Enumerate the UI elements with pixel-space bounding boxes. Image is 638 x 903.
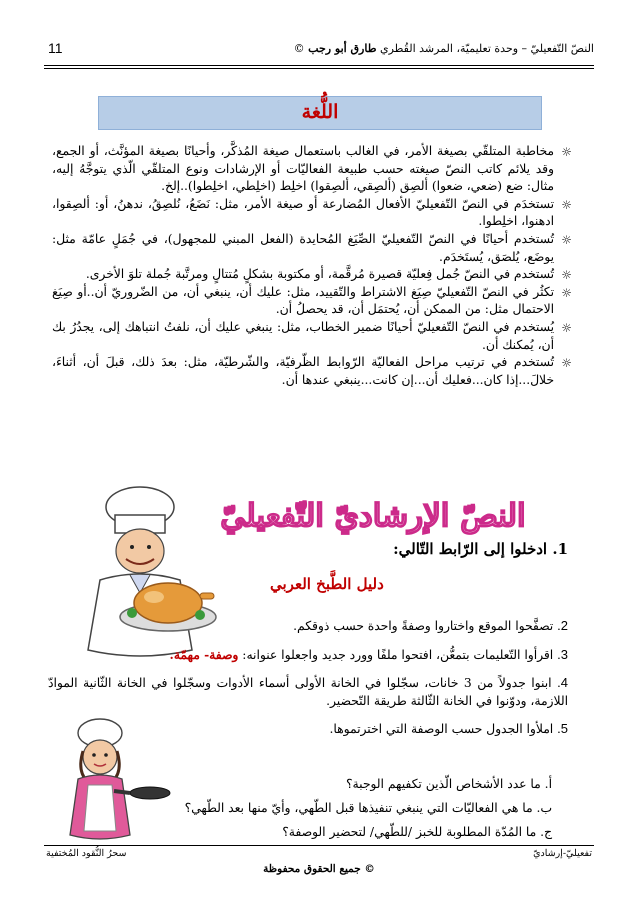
step-text: املأوا الجدول حسب الوصفة التي اخترتموها.: [329, 722, 554, 737]
bullet-text: مخاطبة المتلقّي بصيغة الأمر، في الغالب باستعمال صيغة المُذكَّر، وأحيانًا بصيغة المؤنَّث، أو الجمع، وقد يلائم كاتب النصّ صيغته حسب طبيعة الفعاليّات أو الإرشادات ونوع المتلقّي الّذي يتوجَّهُ إليه، مثال: ضع (ضعي، ضعوا) ألصِق (ألصِقي، ألصِقوا) اخلِط (اخلِطي، اخلِطوا)..إلخ.: [52, 144, 554, 194]
list-item: [48, 646, 568, 665]
header-text-plain: النصّ التّفعيليّ – وحدة تعليميّة، المرشد القُطري: [379, 42, 594, 55]
header-divider: [44, 65, 594, 69]
bullet-text: تُستخدم في ترتيب مراحل الفعاليّة الرّوابط الظّرفيّة، والشّرطيّة، مثل: بعدَ ذلك، قبلَ أن، أثناءَ، خلالَ...إذا كان...فعليك أن...إن كانت...ينبغي عندها أن.: [52, 355, 554, 387]
step-text: تصفَّحوا الموقع واختاروا وصفةً واحدة حسب ذوقكم.: [293, 619, 554, 633]
cook-girl-illustration: [54, 715, 174, 845]
list-item: [52, 196, 572, 231]
sun-bullet-icon: ☼: [561, 145, 572, 159]
bullet-text: تكثُر في النصّ التّفعيليّ صِيَغ الاشتراط والتّقييد، مثل: عليك أن، ينبغي أن، من الضّروريّ أن..أو صِيَغ الاحتمال مثل: من الممكن أن، يُحتمَل أن، قد يحصلُ أن.: [52, 284, 554, 317]
word-art-banner: [208, 484, 538, 540]
sun-bullet-icon: ☼: [561, 268, 572, 283]
list-item: [52, 266, 572, 284]
header-copyright: ©: [293, 42, 305, 55]
language-rules-list: [52, 143, 572, 389]
bullet-text: تُستخدم أحيانًا في النصّ التّفعيليّ الصِّيَغ المُحايدة (الفعل المبني للمجهول)، في جُمَلٍ عامّة مثل: يوضَع، يُلصَق، يُستَخدَم.: [52, 231, 554, 264]
list-item: [52, 143, 572, 196]
list-item: ب. ما هي الفعاليّات التي ينبغي تنفيذها قبل الطّهي، وأيّ منها بعد الطّهي؟: [184, 801, 552, 815]
footer-copyright: © جميع الحقوق محفوظة: [263, 863, 375, 875]
list-item: [52, 231, 572, 266]
sun-bullet-icon: ☼: [561, 320, 572, 335]
list-item: [52, 319, 572, 354]
step-text: اقرأوا التّعليمات بتمعُّن، افتحوا ملفًا وورد جديد واجعلوا عنوانه:: [242, 647, 554, 662]
page-number: 11: [48, 40, 63, 56]
header-author: طارق أبو رجب: [308, 42, 377, 55]
task-number: 1.: [552, 540, 568, 558]
task-heading: [393, 540, 568, 558]
section-title: اللُّغة: [301, 101, 339, 123]
step-number: 4.: [557, 675, 568, 691]
bullet-text: تستخدَم في النصّ التّفعيليّ الأفعال المُضارعة أو صيغة الأمر، مثل: نَضَعُ، نُلصِقُ، ندهنُ، أو: ألصِقوا، ادهنوا، اخلِطوا.: [52, 196, 554, 229]
step-number: 5.: [557, 721, 568, 737]
list-item: [52, 284, 572, 319]
section-title-box: [98, 96, 542, 130]
step-emphasis: وصفة- مهمّة.: [169, 646, 239, 662]
banner-text: النصّ الإرشاديّ التّفعيليّ: [220, 498, 526, 534]
list-item: ج. ما المُدّة المطلوبة للخبز /للطّهي/ لتحضير الوصفة؟: [282, 825, 552, 839]
list-item: [48, 674, 568, 710]
list-item: أ. ما عدد الأشخاص الّذين تكفيهم الوجبة؟: [345, 777, 552, 791]
questions-list: [185, 772, 552, 844]
bullet-text: تُستخدم في النصّ جُمل فِعليّة قصيرة مُرقَّمة، أو مكتوبة بشكلٍ مُتتالٍ ومرتَّبة جُملة تلوَ الأخرى.: [85, 267, 554, 282]
step-number: 3.: [557, 646, 568, 662]
sun-bullet-icon: ☼: [561, 197, 572, 212]
footer-right: تفعيليّ-إرشاديّ: [533, 848, 592, 859]
sun-bullet-icon: ☼: [561, 285, 572, 300]
sun-bullet-icon: ☼: [561, 232, 572, 247]
step-number: 2.: [557, 618, 568, 633]
step-text: ابنوا جدولاً من 3 خانات، سجّلوا في الخانة الأولى أسماء الأدوات وسجّلوا في الخانة الثّانية الموادّ اللازمة، ودوّنوا في الخانة الثّالثة طريقة التّحضير.: [48, 676, 568, 708]
list-item: [48, 617, 568, 636]
list-item: [52, 354, 572, 389]
footer-left: سحرُ النُّقود المُختفية: [46, 848, 127, 859]
sun-bullet-icon: ☼: [561, 356, 572, 371]
footer-divider: [44, 845, 594, 846]
task-heading-text: ادخلوا إلى الرّابط التّالي:: [393, 540, 548, 558]
header-title: [294, 42, 594, 55]
site-title[interactable]: دليل الطَّبخ العربي: [270, 575, 384, 593]
bullet-text: يُستخدم في النصّ التّفعيليّ أحيانًا ضمير الخطاب، مثل: ينبغي عليك أن، نلفتُ انتباهك إلى، يجدُرُ بك أن، يُمكنك أن.: [52, 319, 554, 352]
